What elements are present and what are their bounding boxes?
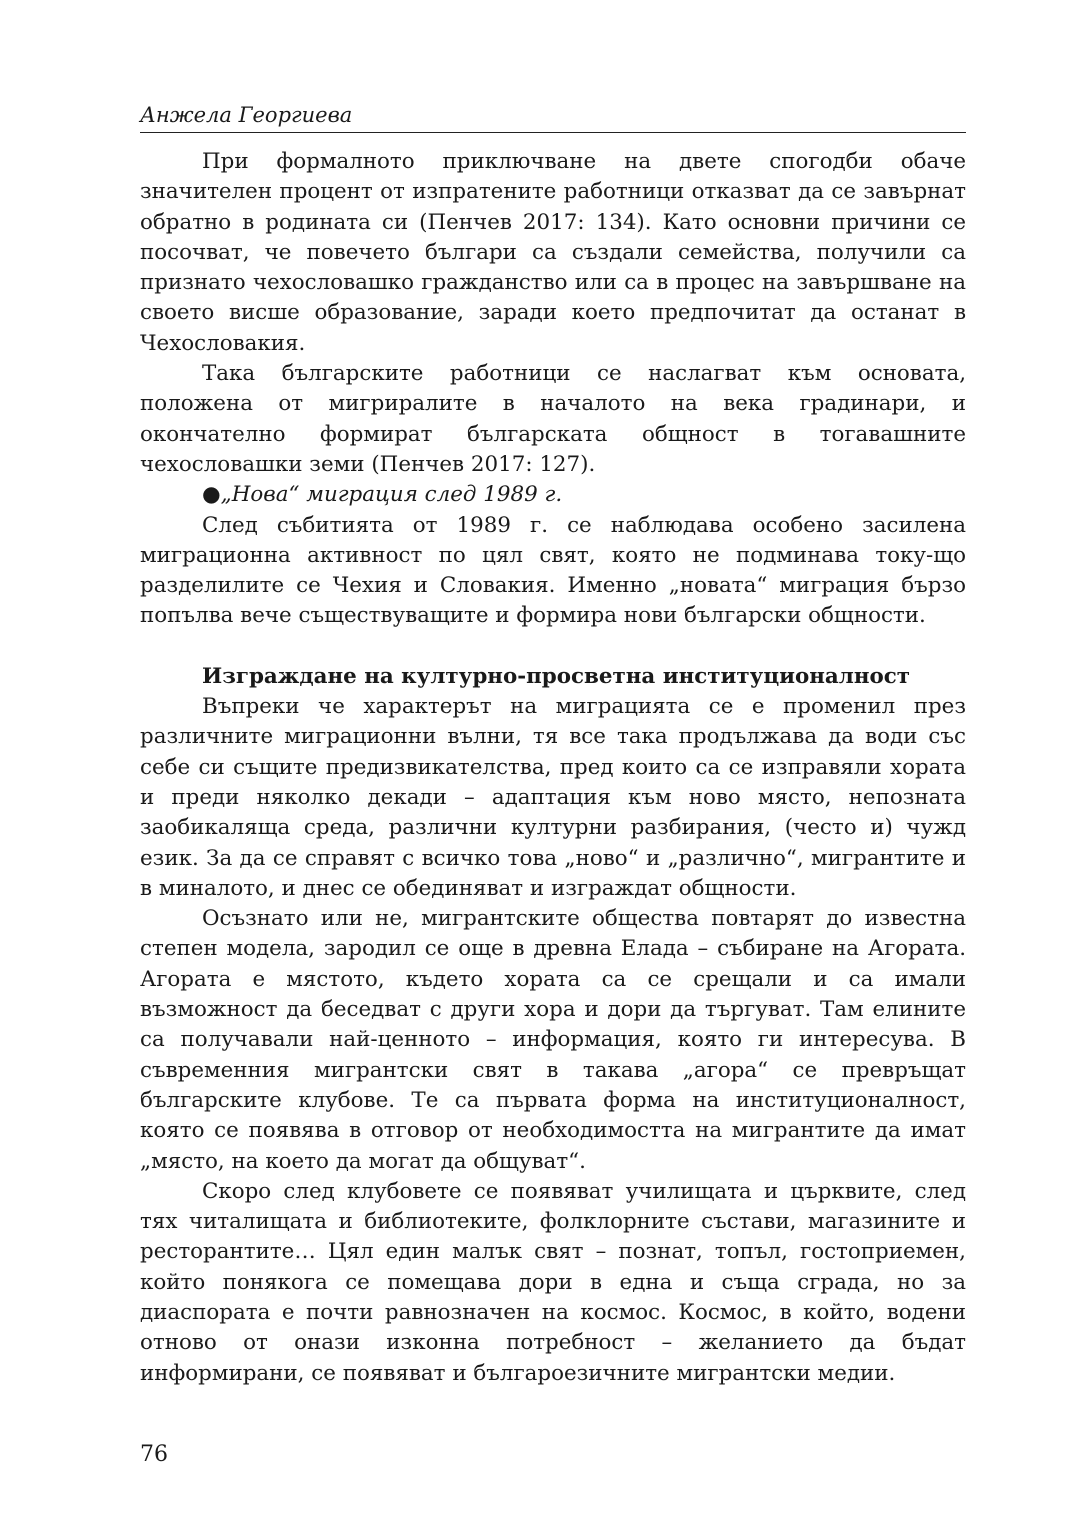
body-text	[140, 147, 966, 1389]
subheading-text: „Нова“ миграция след 1989 г.	[220, 482, 563, 508]
running-head: Анжела Георгиева	[140, 100, 966, 133]
paragraph-1: При формалното приключване на двете спогодби обаче значителен процент от изпратените работници отказват да се завърнат обратно в родината си (Пенчев 2017: 134). Като основни причини се посочват, че повечето българи са създали семейства, получили са признато чехословашко гражданство или са в процес на завършване на своето висше образование, заради което предпочитат да останат в Чехословакия.	[140, 149, 966, 356]
section-heading: Изграждане на културно-просветна институционалност	[202, 663, 911, 689]
paragraph-2: Така българските работници се наслагват към основата, положена от мигриралите в началото на века градинари, и окончателно формират българската общност в тогавашните чехословашки земи (Пенчев 2017: 127).	[140, 361, 966, 477]
paragraph-5: Осъзнато или не, мигрантските общества повтарят до известна степен модела, зародил се още в древна Елада – събиране на Агората. Агората е мястото, където хората са се срещали и са имали възможност да беседват с други хора и дори да търгуват. Там елините са получавали най-ценното – информация, която ги интересува. В съвременния мигрантски свят в такава „агора“ се превръщат българските клубове. Те са първата форма на институционалност, която се появява в отговор от необходимостта на мигрантите да имат „място, на което да могат да общуват“.	[140, 906, 966, 1174]
page-number: 76	[140, 1442, 168, 1467]
paragraph-6: Скоро след клубовете се появяват училищата и църквите, след тях читалищата и библиотеките, фолклорните състави, магазините и ресторантите… Цял един малък свят – познат, топъл, гостоприемен, който понякога се помещава дори в една и съща сграда, но за диаспората е почти равнозначен на космос. Космос, в който, водени отново от онази изконна потребност – желанието да бъдат информирани, се появяват и българоезичните мигрантски медии.	[140, 1178, 966, 1386]
bullet-icon: ●	[202, 482, 221, 508]
page	[140, 100, 966, 1500]
paragraph-4: Въпреки че характерът на миграцията се е променил през различните миграционни вълни, тя все така продължава да води със себе си същите предизвикателства, пред които са се изправяли хората и преди няколко декади – адаптация към ново място, непозната заобикаляща среда, различни културни разбирания, (често и) чужд език. За да се справят с всичко това „ново“ и „различно“, мигрантите и в миналото, и днес се обединяват и изграждат общности.	[140, 694, 966, 901]
paragraph-3: След събитията от 1989 г. се наблюдава особено засилена миграционна активност по цял свят, която не подминава току-що разделилите се Чехия и Словакия. Именно „новата“ миграция бързо попълва вече съществуващите и формира нови български общности.	[140, 512, 966, 629]
section-subheading	[140, 480, 966, 510]
